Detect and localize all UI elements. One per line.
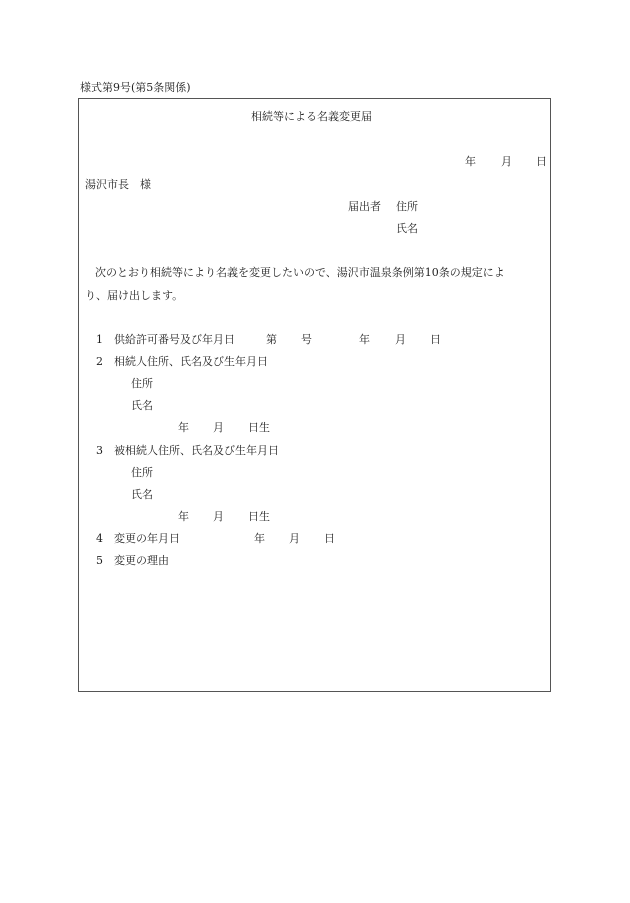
item5-label: 変更の理由 [114, 554, 169, 567]
item2-label: 相続人住所、氏名及び生年月日 [114, 355, 268, 368]
item3-birth-month: 月 [213, 510, 224, 523]
item2-birth-year: 年 [178, 421, 189, 434]
item4-year: 年 [254, 532, 265, 545]
item3-birth-day: 日生 [248, 510, 270, 523]
item3-birth-year: 年 [178, 510, 189, 523]
item4-month: 月 [289, 532, 300, 545]
item3-name-label: 氏名 [131, 488, 153, 501]
applicant-address-label: 住所 [396, 200, 418, 213]
item4-day: 日 [324, 532, 335, 545]
date-year: 年 [465, 155, 476, 168]
item1-day: 日 [430, 333, 441, 346]
form-title: 相続等による名義変更届 [251, 110, 372, 123]
date-day: 日 [536, 155, 547, 168]
item1-go: 号 [301, 333, 312, 346]
applicant-name-label: 氏名 [396, 222, 418, 235]
item5-number: 5 [96, 554, 103, 567]
body-text-line1: 次のとおり相続等により名義を変更したいので、湯沢市温泉条例第10条の規定によ [95, 266, 505, 279]
item1-dai: 第 [266, 333, 277, 346]
item3-number: 3 [96, 444, 103, 457]
item2-birth-month: 月 [213, 421, 224, 434]
item1-label: 供給許可番号及び年月日 [114, 333, 235, 346]
item1-month: 月 [395, 333, 406, 346]
applicant-label: 届出者 [348, 200, 381, 213]
item2-number: 2 [96, 355, 103, 368]
item4-label: 変更の年月日 [114, 532, 180, 545]
body-text-line2: り、届け出します。 [85, 289, 184, 302]
item3-address-label: 住所 [131, 466, 153, 479]
item2-birth-day: 日生 [248, 421, 270, 434]
addressee: 湯沢市長 様 [85, 178, 151, 191]
item3-label: 被相続人住所、氏名及び生年月日 [114, 444, 279, 457]
form-number: 様式第9号(第5条関係) [80, 81, 191, 94]
date-month: 月 [501, 155, 512, 168]
item2-name-label: 氏名 [131, 399, 153, 412]
item4-number: 4 [96, 532, 103, 545]
item1-number: 1 [96, 333, 103, 346]
item2-address-label: 住所 [131, 377, 153, 390]
item1-year: 年 [359, 333, 370, 346]
